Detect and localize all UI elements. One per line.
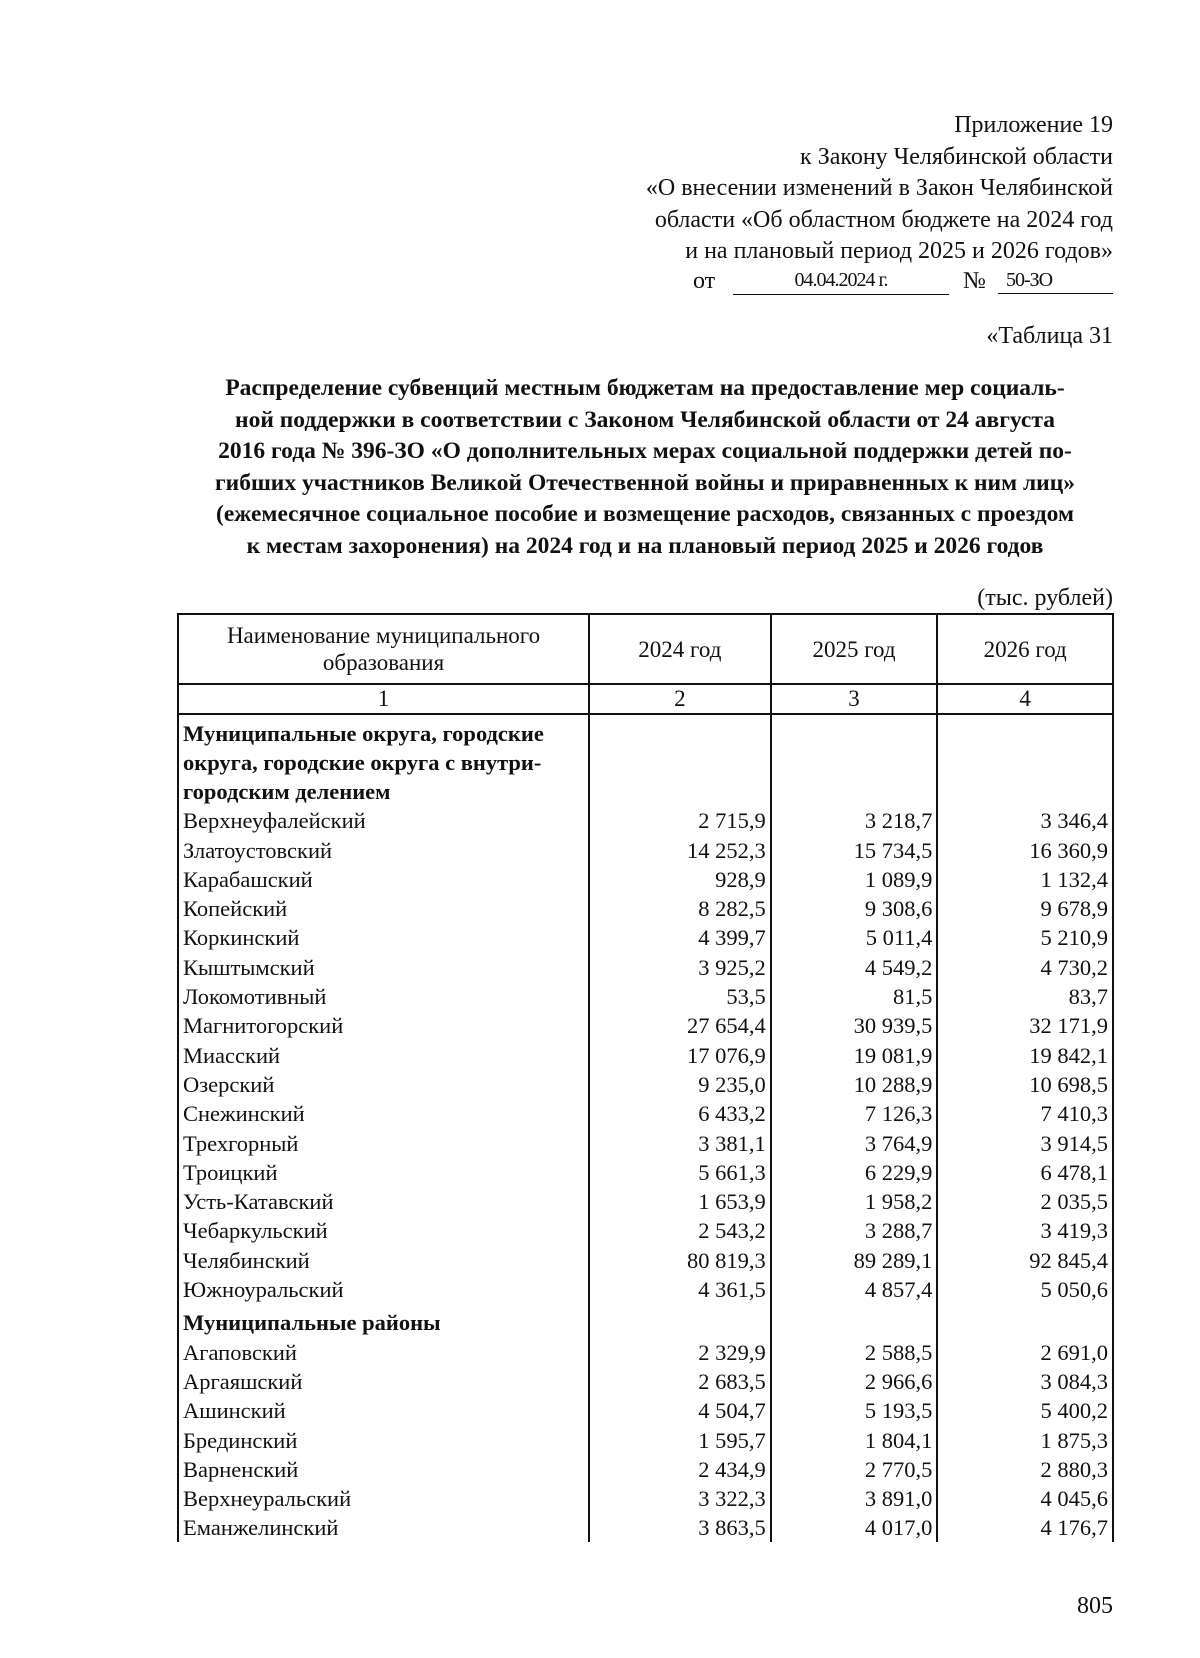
value-2024: 27 654,4 bbox=[589, 1011, 771, 1040]
table-row bbox=[178, 1337, 1113, 1366]
section-header-row bbox=[178, 1304, 1113, 1337]
empty-cell bbox=[771, 714, 938, 806]
value-2024: 3 322,3 bbox=[589, 1484, 771, 1513]
value-2024: 2 715,9 bbox=[589, 806, 771, 835]
municipality-name: Аргаяшский bbox=[178, 1367, 589, 1396]
value-2026: 7 410,3 bbox=[937, 1099, 1113, 1128]
value-2024: 17 076,9 bbox=[589, 1040, 771, 1069]
table-row bbox=[178, 1216, 1113, 1245]
subvention-table bbox=[177, 613, 1114, 1542]
value-2026: 2 035,5 bbox=[937, 1187, 1113, 1216]
value-2024: 4 399,7 bbox=[589, 923, 771, 952]
municipality-name: Челябинский bbox=[178, 1245, 589, 1274]
table-row bbox=[178, 1158, 1113, 1187]
municipality-name: Магнитогорский bbox=[178, 1011, 589, 1040]
table-row bbox=[178, 1040, 1113, 1069]
value-2026: 4 730,2 bbox=[937, 952, 1113, 981]
table-row bbox=[178, 1513, 1113, 1542]
value-2024: 3 925,2 bbox=[589, 952, 771, 981]
value-2026: 1 132,4 bbox=[937, 865, 1113, 894]
municipality-name: Верхнеуральский bbox=[178, 1484, 589, 1513]
title-line: 2016 года № 396-ЗО «О дополнительных мерах социальной поддержки детей по- bbox=[218, 438, 1072, 464]
value-2025: 7 126,3 bbox=[771, 1099, 938, 1128]
value-2025: 4 017,0 bbox=[771, 1513, 938, 1542]
table-row bbox=[178, 806, 1113, 835]
table-label: «Таблица 31 bbox=[986, 323, 1113, 349]
value-2026: 3 084,3 bbox=[937, 1367, 1113, 1396]
value-2026: 1 875,3 bbox=[937, 1425, 1113, 1454]
value-2026: 4 045,6 bbox=[937, 1484, 1113, 1513]
law-number: 50-ЗО bbox=[998, 268, 1113, 294]
empty-cell bbox=[937, 714, 1113, 806]
header-municipality: Наименование муниципального образования bbox=[178, 614, 589, 684]
value-2024: 2 329,9 bbox=[589, 1337, 771, 1366]
value-2026: 6 478,1 bbox=[937, 1158, 1113, 1187]
municipality-name: Златоустовский bbox=[178, 835, 589, 864]
value-2025: 5 193,5 bbox=[771, 1396, 938, 1425]
empty-cell bbox=[937, 1304, 1113, 1337]
table-row bbox=[178, 1367, 1113, 1396]
value-2024: 80 819,3 bbox=[589, 1245, 771, 1274]
value-2024: 9 235,0 bbox=[589, 1070, 771, 1099]
column-number: 4 bbox=[937, 684, 1113, 714]
appendix-line: и на плановый период 2025 и 2026 годов» bbox=[685, 238, 1113, 264]
municipality-name: Ашинский bbox=[178, 1396, 589, 1425]
table-row bbox=[178, 1484, 1113, 1513]
header-2024: 2024 год bbox=[589, 614, 771, 684]
value-2024: 53,5 bbox=[589, 982, 771, 1011]
table-row bbox=[178, 1396, 1113, 1425]
value-2026: 9 678,9 bbox=[937, 894, 1113, 923]
table-row bbox=[178, 1011, 1113, 1040]
table-row bbox=[178, 1455, 1113, 1484]
value-2026: 32 171,9 bbox=[937, 1011, 1113, 1040]
value-2026: 2 691,0 bbox=[937, 1337, 1113, 1366]
municipality-name: Локомотивный bbox=[178, 982, 589, 1011]
municipality-name: Коркинский bbox=[178, 923, 589, 952]
date-prefix: от bbox=[693, 268, 716, 294]
value-2025: 10 288,9 bbox=[771, 1070, 938, 1099]
value-2026: 4 176,7 bbox=[937, 1513, 1113, 1542]
table-row bbox=[178, 1099, 1113, 1128]
table-row bbox=[178, 1128, 1113, 1157]
municipality-name: Усть-Катавский bbox=[178, 1187, 589, 1216]
value-2025: 5 011,4 bbox=[771, 923, 938, 952]
municipality-name: Варненский bbox=[178, 1455, 589, 1484]
value-2025: 1 089,9 bbox=[771, 865, 938, 894]
law-date-number-line bbox=[693, 268, 1113, 298]
municipality-name: Агаповский bbox=[178, 1337, 589, 1366]
column-number: 3 bbox=[771, 684, 938, 714]
value-2026: 2 880,3 bbox=[937, 1455, 1113, 1484]
section-title: Муниципальные округа, городские округа, городские округа с внутри-городским делением bbox=[178, 714, 589, 806]
municipality-name: Брединский bbox=[178, 1425, 589, 1454]
column-number: 2 bbox=[589, 684, 771, 714]
section-header-row bbox=[178, 714, 1113, 806]
empty-cell bbox=[771, 1304, 938, 1337]
value-2026: 10 698,5 bbox=[937, 1070, 1113, 1099]
section-title: Муниципальные районы bbox=[178, 1304, 589, 1337]
column-number: 1 bbox=[178, 684, 589, 714]
municipality-name: Озерский bbox=[178, 1070, 589, 1099]
value-2025: 3 891,0 bbox=[771, 1484, 938, 1513]
table-row bbox=[178, 1425, 1113, 1454]
table-row bbox=[178, 1245, 1113, 1274]
table-row bbox=[178, 952, 1113, 981]
appendix-line: «О внесении изменений в Закон Челябинской bbox=[645, 175, 1113, 201]
table-header-row bbox=[178, 614, 1113, 684]
value-2026: 5 210,9 bbox=[937, 923, 1113, 952]
municipality-name: Еманжелинский bbox=[178, 1513, 589, 1542]
table-row bbox=[178, 894, 1113, 923]
municipality-name: Карабашский bbox=[178, 865, 589, 894]
table-row bbox=[178, 1275, 1113, 1304]
number-prefix: № bbox=[963, 268, 986, 294]
value-2025: 4 857,4 bbox=[771, 1275, 938, 1304]
municipality-name: Южноуральский bbox=[178, 1275, 589, 1304]
header-2025: 2025 год bbox=[771, 614, 938, 684]
value-2024: 1 595,7 bbox=[589, 1425, 771, 1454]
value-2026: 5 400,2 bbox=[937, 1396, 1113, 1425]
value-2025: 1 958,2 bbox=[771, 1187, 938, 1216]
law-date: 04.04.2024 г. bbox=[733, 268, 949, 295]
table-row bbox=[178, 835, 1113, 864]
title-line: гибших участников Великой Отечественной войны и приравненных к ним лиц» bbox=[214, 469, 1075, 496]
municipality-name: Миасский bbox=[178, 1040, 589, 1069]
value-2024: 4 504,7 bbox=[589, 1396, 771, 1425]
value-2025: 2 770,5 bbox=[771, 1455, 938, 1484]
municipality-name: Копейский bbox=[178, 894, 589, 923]
value-2025: 89 289,1 bbox=[771, 1245, 938, 1274]
value-2024: 14 252,3 bbox=[589, 835, 771, 864]
value-2024: 928,9 bbox=[589, 865, 771, 894]
title-line: (ежемесячное социальное пособие и возмещение расходов, связанных с проездом bbox=[216, 501, 1074, 527]
page-number: 805 bbox=[1077, 1593, 1113, 1619]
municipality-name: Кыштымский bbox=[178, 952, 589, 981]
table-row bbox=[178, 1187, 1113, 1216]
value-2026: 3 346,4 bbox=[937, 806, 1113, 835]
value-2024: 3 863,5 bbox=[589, 1513, 771, 1542]
empty-cell bbox=[589, 1304, 771, 1337]
value-2024: 1 653,9 bbox=[589, 1187, 771, 1216]
value-2026: 83,7 bbox=[937, 982, 1113, 1011]
title-line: к местам захоронения) на 2024 год и на плановый период 2025 и 2026 годов bbox=[246, 532, 1044, 559]
value-2024: 2 543,2 bbox=[589, 1216, 771, 1245]
value-2026: 19 842,1 bbox=[937, 1040, 1113, 1069]
value-2024: 5 661,3 bbox=[589, 1158, 771, 1187]
value-2025: 30 939,5 bbox=[771, 1011, 938, 1040]
value-2024: 2 434,9 bbox=[589, 1455, 771, 1484]
value-2026: 16 360,9 bbox=[937, 835, 1113, 864]
table-row bbox=[178, 982, 1113, 1011]
empty-cell bbox=[589, 714, 771, 806]
document-title bbox=[170, 373, 1120, 562]
value-2025: 1 804,1 bbox=[771, 1425, 938, 1454]
value-2025: 2 588,5 bbox=[771, 1337, 938, 1366]
units-label: (тыс. рублей) bbox=[977, 585, 1113, 611]
title-line: Распределение субвенций местным бюджетам на предоставление мер социаль- bbox=[225, 375, 1065, 401]
table-row bbox=[178, 923, 1113, 952]
value-2025: 81,5 bbox=[771, 982, 938, 1011]
municipality-name: Чебаркульский bbox=[178, 1216, 589, 1245]
value-2026: 92 845,4 bbox=[937, 1245, 1113, 1274]
appendix-line: к Закону Челябинской области bbox=[800, 143, 1113, 170]
value-2025: 15 734,5 bbox=[771, 835, 938, 864]
table-row bbox=[178, 1070, 1113, 1099]
value-2024: 8 282,5 bbox=[589, 894, 771, 923]
appendix-header bbox=[553, 110, 1113, 268]
municipality-name: Снежинский bbox=[178, 1099, 589, 1128]
municipality-name: Трехгорный bbox=[178, 1128, 589, 1157]
value-2025: 3 288,7 bbox=[771, 1216, 938, 1245]
appendix-line: области «Об областном бюджете на 2024 год bbox=[654, 206, 1113, 233]
value-2024: 4 361,5 bbox=[589, 1275, 771, 1304]
value-2025: 2 966,6 bbox=[771, 1367, 938, 1396]
value-2025: 9 308,6 bbox=[771, 894, 938, 923]
value-2025: 4 549,2 bbox=[771, 952, 938, 981]
table-row bbox=[178, 865, 1113, 894]
value-2025: 19 081,9 bbox=[771, 1040, 938, 1069]
appendix-line: Приложение 19 bbox=[954, 112, 1113, 138]
value-2025: 3 764,9 bbox=[771, 1128, 938, 1157]
value-2026: 3 419,3 bbox=[937, 1216, 1113, 1245]
municipality-name: Троицкий bbox=[178, 1158, 589, 1187]
value-2025: 6 229,9 bbox=[771, 1158, 938, 1187]
column-number-row bbox=[178, 684, 1113, 714]
value-2025: 3 218,7 bbox=[771, 806, 938, 835]
value-2024: 2 683,5 bbox=[589, 1367, 771, 1396]
value-2024: 3 381,1 bbox=[589, 1128, 771, 1157]
value-2026: 3 914,5 bbox=[937, 1128, 1113, 1157]
value-2026: 5 050,6 bbox=[937, 1275, 1113, 1304]
header-2026: 2026 год bbox=[937, 614, 1113, 684]
value-2024: 6 433,2 bbox=[589, 1099, 771, 1128]
municipality-name: Верхнеуфалейский bbox=[178, 806, 589, 835]
title-line: ной поддержки в соответствии с Законом Челябинской области от 24 августа bbox=[235, 406, 1055, 433]
